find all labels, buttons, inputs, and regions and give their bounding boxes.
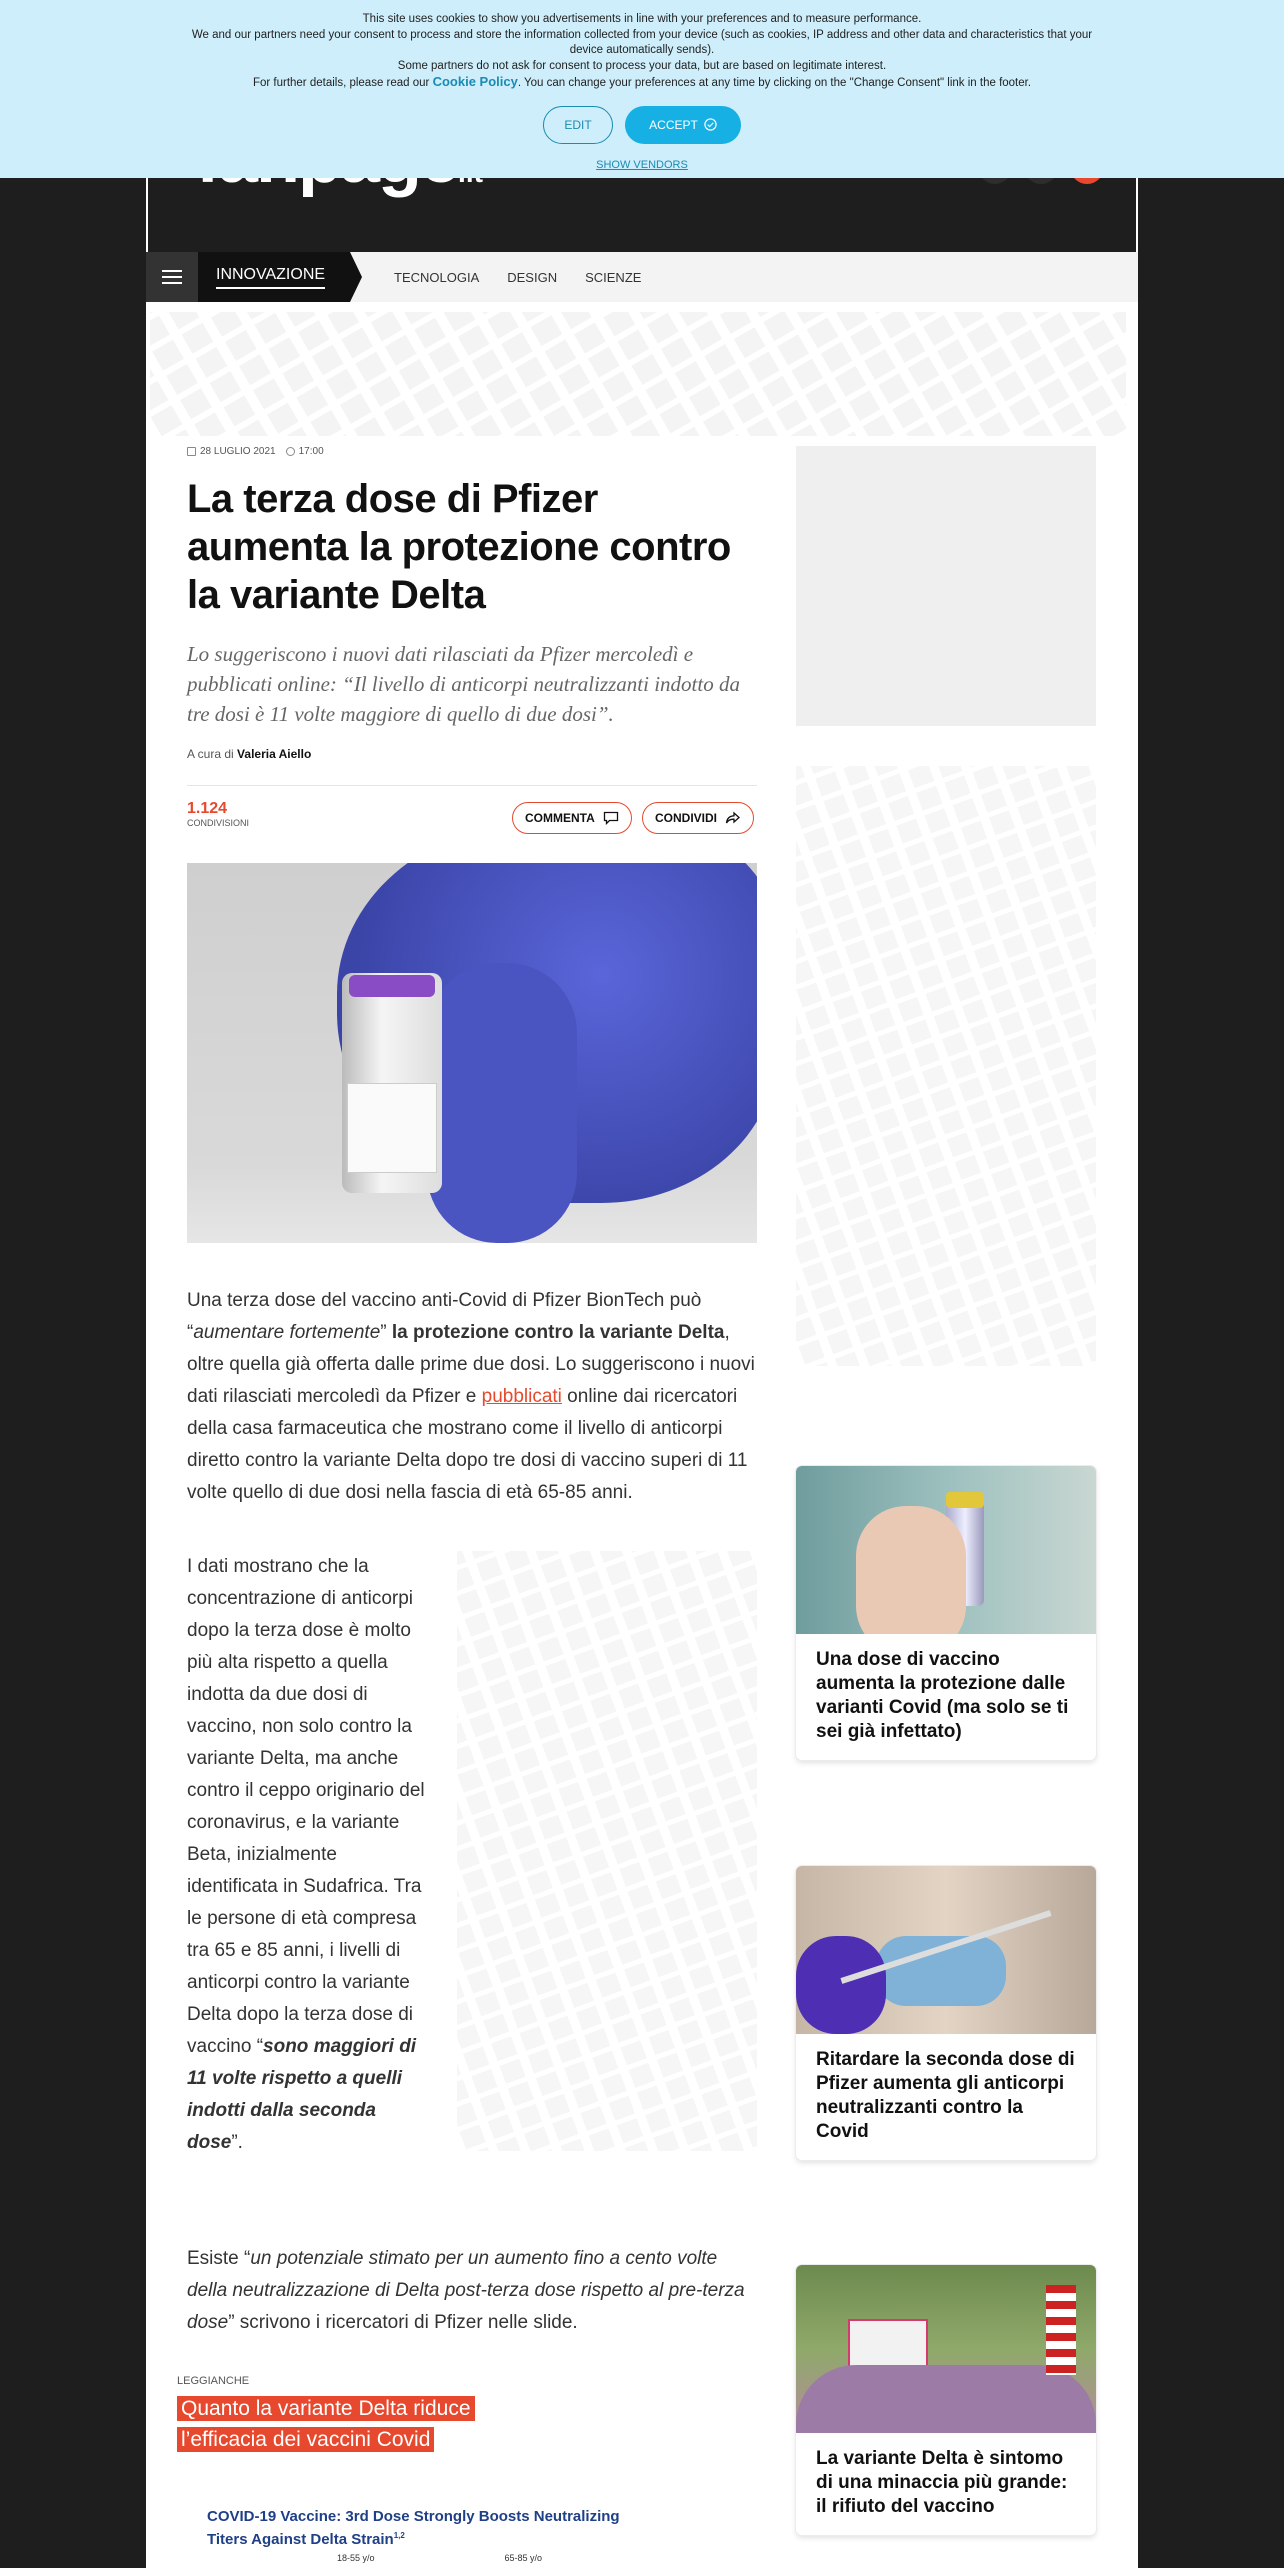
article-meta xyxy=(187,446,757,457)
accept-label: ACCEPT xyxy=(649,117,698,132)
read-also-link[interactable]: Quanto la variante Delta riduce l’efficacia dei vaccini Covid xyxy=(177,2396,475,2452)
related-card[interactable] xyxy=(796,1866,1096,2160)
clock-icon xyxy=(286,447,295,456)
related-card-image xyxy=(796,2265,1096,2433)
cookie-text-2: We and our partners need your consent to process and store the information collected from your device (such as cookies, IP address and other data and characteristics that your device automatically sends). xyxy=(191,28,1093,56)
calendar-icon xyxy=(187,447,196,456)
related-card-title: La variante Delta è sintomo di una minaccia più grande: il rifiuto del vaccino xyxy=(816,2448,1068,2517)
author-link[interactable]: Valeria Aiello xyxy=(237,747,312,761)
cookie-policy-link[interactable]: Cookie Policy xyxy=(432,74,518,89)
cookie-text-1: This site uses cookies to show you advertisements in line with your preferences and to measure performance. xyxy=(362,13,922,25)
share-button[interactable]: CONDIVIDI xyxy=(642,802,754,834)
sidebar-ad-2[interactable] xyxy=(796,766,1096,1366)
related-card-image xyxy=(796,1466,1096,1634)
cookie-text-4: For further details, please read our Cookie Policy. You can change your preferences at any time by clicking on the "Change Consent" link in the footer. xyxy=(252,74,1032,89)
article-subtitle: Lo suggeriscono i nuovi dati rilasciati da Pfizer mercoledì e pubblicati online: “Il livello di anticorpi neutralizzanti indotto da tre dosi è 11 volte maggiore di quello di due dosi”. xyxy=(187,642,740,726)
article-date: 28 LUGLIO 2021 xyxy=(200,446,276,457)
shares-label: CONDIVISIONI xyxy=(187,818,250,828)
related-card[interactable] xyxy=(796,1466,1096,1760)
chart-group-1: 18-55 y/o xyxy=(337,2553,375,2563)
current-section[interactable]: INNOVAZIONE xyxy=(198,252,350,302)
read-also-label: LEGGIANCHE xyxy=(177,2375,250,2387)
accept-cookies-button[interactable] xyxy=(625,106,741,144)
comment-icon xyxy=(603,811,619,825)
show-vendors-link[interactable]: SHOW VENDORS xyxy=(596,158,688,171)
related-card-image xyxy=(796,1866,1096,2034)
published-link[interactable]: pubblicati xyxy=(481,1386,562,1407)
share-bar xyxy=(187,785,757,847)
cookie-text-3: Some partners do not ask for consent to process your data, but are based on legitimate interest. xyxy=(397,59,887,72)
article xyxy=(177,446,757,2568)
sidebar-ad-1[interactable] xyxy=(796,446,1096,726)
share-icon xyxy=(725,811,741,825)
article-time: 17:00 xyxy=(298,446,324,457)
related-card-title: Ritardare la seconda dose di Pfizer aumenta gli anticorpi neutralizzanti contro la Covid xyxy=(816,2049,1075,2142)
section-nav xyxy=(146,252,1138,302)
inline-ad[interactable] xyxy=(457,1551,757,2151)
paragraph-1: Una terza dose del vaccino anti-Covid di Pfizer BionTech può “aumentare fortemente” la protezione contro la variante Delta, oltre quella già offerta dalle prime due dosi. Lo suggeriscono i nuovi dati rilasciati mercoledì da Pfizer e pubblicati online dai ricercatori della casa farmaceutica che mostrano come il livello di anticorpi diretto contro la variante Delta dopo tre dosi di vaccino superi di 11 volte quello di due dosi nella fascia di età 65-85 anni. xyxy=(187,1290,755,1503)
article-title: La terza dose di Pfizer aumenta la protezione contro la variante Delta xyxy=(187,477,731,617)
paragraph-2: I dati mostrano che la concentrazione di anticorpi dopo la terza dose è molto più alta rispetto a quella indotta da due dosi di vaccino, non solo contro la variante Delta, ma anche contro il ceppo originario del coronavirus, e la variante Beta, inizialmente identificata in Sudafrica. Tra le persone di età compresa tra 65 e 85 anni, i livelli di anticorpi contro la variante Delta dopo la terza dose di vaccino “sono maggiori di 11 volte rispetto a quelli indotti dalla seconda dose”. xyxy=(187,1556,425,2153)
nav-link-scienze[interactable]: SCIENZE xyxy=(585,269,642,285)
section-arrow xyxy=(350,252,362,302)
related-card[interactable] xyxy=(796,2265,1096,2535)
cookie-consent-banner xyxy=(0,0,1284,178)
chart-title: COVID-19 Vaccine: 3rd Dose Strongly Boosts Neutralizing Titers Against Delta Strain$^{1,2}$ xyxy=(207,2508,620,2548)
page-frame xyxy=(146,0,1138,2568)
read-also xyxy=(177,2375,757,2455)
check-circle-icon xyxy=(704,118,717,131)
paragraph-2-block xyxy=(187,1551,757,2231)
pfizer-chart-image xyxy=(177,2495,657,2568)
comment-button[interactable]: COMMENTA xyxy=(512,802,632,834)
article-photo xyxy=(187,863,757,1243)
shares-count: 1.124 xyxy=(187,800,228,817)
related-card-title: Una dose di vaccino aumenta la protezione dalle varianti Covid (ma solo se ti sei già infettato) xyxy=(816,1649,1069,1742)
nav-link-tecnologia[interactable]: TECNOLOGIA xyxy=(394,269,480,285)
chart-group-2: 65-85 y/o xyxy=(504,2553,543,2563)
nav-links xyxy=(394,252,641,302)
paragraph-3: Esiste “un potenziale stimato per un aumento fino a cento volte della neutralizzazione di Delta post-terza dose rispetto al pre-terza dose” scrivono i ricercatori di Pfizer nelle slide. xyxy=(187,2248,745,2333)
top-ad-banner[interactable] xyxy=(150,312,1126,436)
article-author: A cura di Valeria Aiello xyxy=(187,747,312,761)
nav-link-design[interactable]: DESIGN xyxy=(507,269,558,285)
menu-icon[interactable] xyxy=(146,252,198,302)
edit-consent-button[interactable]: EDIT xyxy=(543,106,613,144)
